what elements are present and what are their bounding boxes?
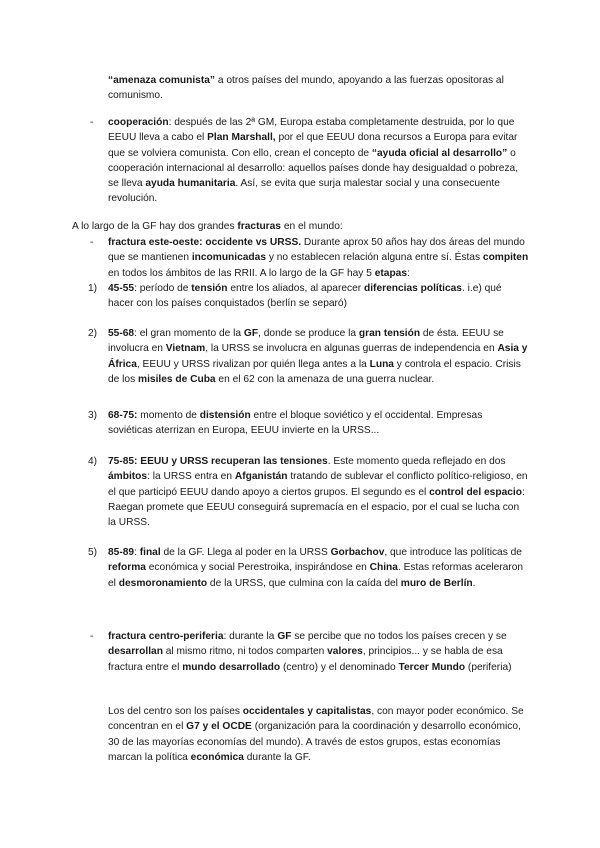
list-item-stage-1: 45-55: período de tensión entre los aliados, al aparecer diferencias políticas. i.e) qué hacer con los países conquistados (berlín se separó) [108, 283, 502, 310]
paragraph-cooperacion: cooperación: después de las 2ª GM, Europa estaba completamente destruida, por lo que EEUU lleva a cabo el Plan Marshall, por el que EEUU dona recursos a Europa para evitar que se volviera comunista. Con ello, crean el concepto de “ayuda oficial al desarrollo” o cooperación internacional al desarrollo: aquellos países donde hay desigualdad o pobreza, se lleva ayuda humanitaria. Así, se evita que surja malestar social y una consecuente revolución. [108, 117, 519, 205]
paragraph-top: “amenaza comunista” a otros países del mundo, apoyando a las fuerzas opositoras al comunismo. [108, 75, 504, 102]
list-item-stage-4: 75-85: EEUU y URSS recuperan las tensiones. Este momento queda reflejado en dos ámbitos: la URSS entra en Afganistán tratando de sublevar el conflicto político-religioso, en el que participó EEUU dando apoyo a ciertos grupos. El segundo es el control del espacio: Raegan promete que EEUU conseguirá supremacía en el espacio, por el cual se lucha con la URSS. [108, 456, 528, 529]
list-number: 2) [88, 328, 98, 339]
bullet-marker: - [90, 631, 94, 642]
paragraph-centro-periferia: fractura centro-periferia: durante la GF se percibe que no todos los países crecen y se desarrollan al mismo ritmo, ni todos comparten valores, principios... y se habla de esa fractura entre el mundo desarrollado (centro) y el denominado Tercer Mundo (periferia) [108, 631, 512, 673]
list-item-stage-2: 55-68: el gran momento de la GF, donde se produce la gran tensión de ésta. EEUU se involucra en Vietnam, la URSS se involucra en algunas guerras de independencia en Asia y África, EEUU y URSS rivalizan por quién llega antes a la Luna y controla el espacio. Crisis de los misiles de Cuba en el 62 con la amenaza de una guerra nuclear. [108, 328, 528, 385]
list-item-stage-3: 68-75: momento de distensión entre el bloque soviético y el occidental. Empresas soviéticas aterrizan en Europa, EEUU invierte en la URSS... [108, 410, 483, 437]
list-number: 5) [88, 547, 98, 558]
list-number: 4) [88, 456, 98, 467]
bullet-marker: - [90, 117, 94, 128]
bullet-marker: - [90, 237, 94, 248]
paragraph-gf-intro: A lo largo de la GF hay dos grandes fracturas en el mundo: [72, 221, 343, 232]
list-number: 1) [88, 283, 98, 294]
list-number: 3) [88, 410, 98, 421]
paragraph-este-oeste: fractura este-oeste: occidente vs URSS. Durante aprox 50 años hay dos áreas del mundo que se mantienen incomunicadas y no establecen relación alguna entre sí. Éstas compiten en todos los ámbitos de las RRII. A lo largo de la GF hay 5 etapas: [108, 237, 529, 279]
list-item-stage-5: 85-89: final de la GF. Llega al poder en la URSS Gorbachov, que introduce las políticas de reforma económica y social Perestroika, inspirándose en China. Estas reformas aceleraron el desmoronamiento de la URSS, que culmina con la caída del muro de Berlín. [108, 547, 524, 589]
paragraph-centro: Los del centro son los países occidentales y capitalistas, con mayor poder económico. Se concentran en el G7 y el OCDE (organización para la coordinación y desarrollo económico, 30 de las mayorías economías del mundo). A través de estos grupos, estas economías marcan la política económica durante la GF. [108, 706, 524, 763]
